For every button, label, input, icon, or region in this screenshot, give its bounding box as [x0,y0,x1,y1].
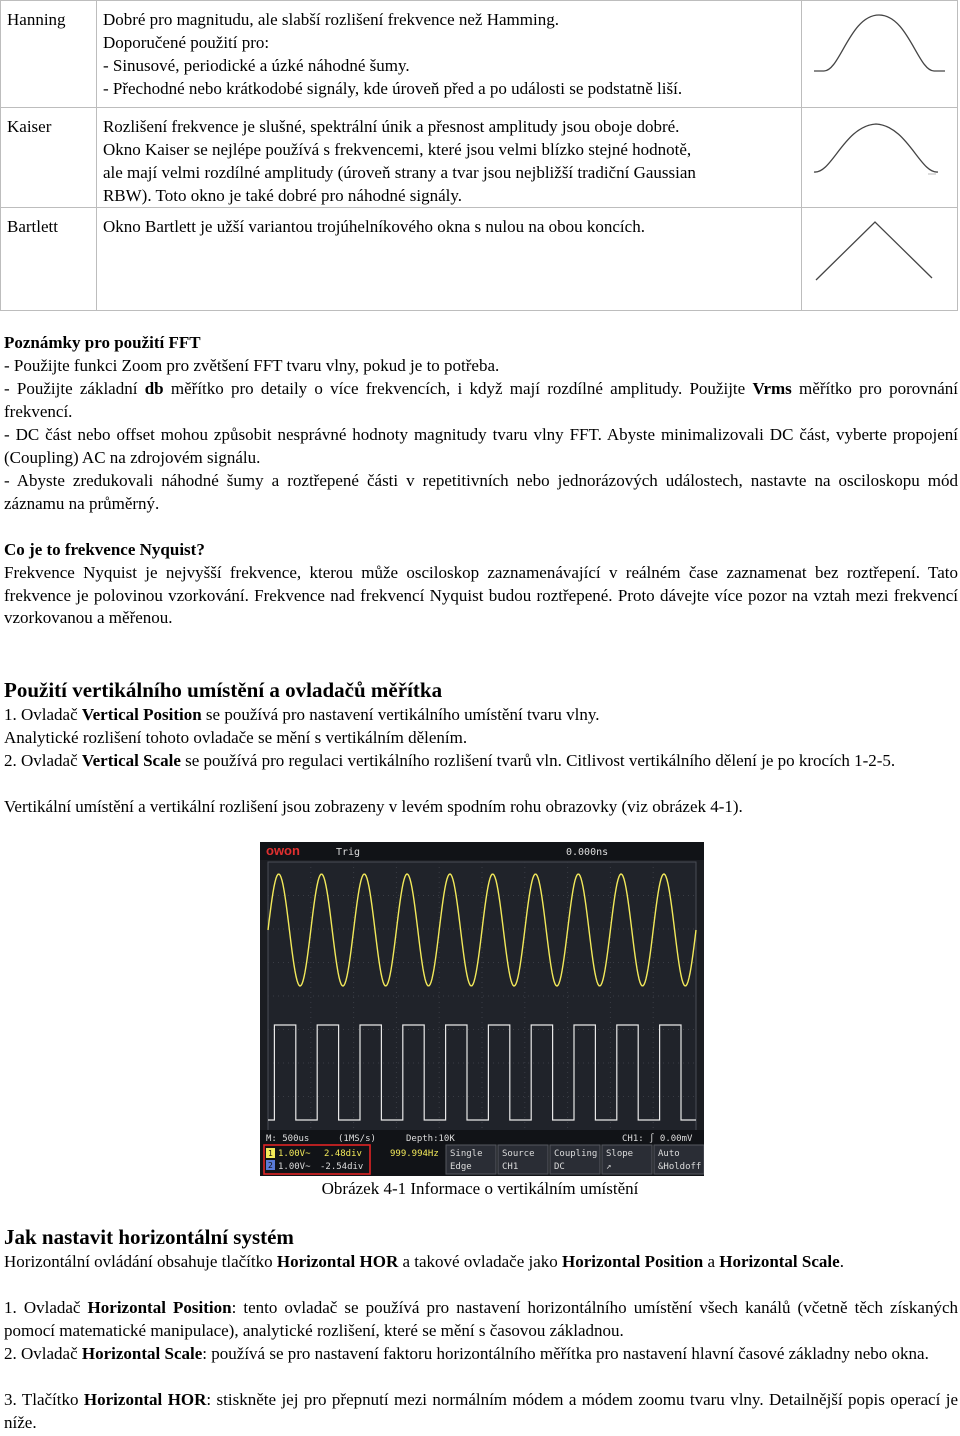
menu-item-label: Auto [658,1149,680,1159]
text-bold: Vertical Position [81,705,202,724]
text-run: se používá pro regulaci vertikálního rozlišení tvarů vln. Citlivost vertikálního dělení je po krocích 1-2-5. [180,751,896,770]
vertical-paragraph [4,750,958,773]
ch1-position: 2.48div [324,1149,362,1159]
ch1-marker: 1 [268,1149,273,1158]
text-bold: Vertical Scale [81,751,181,770]
desc-line: ale mají velmi rozdílné amplitudy (úroveň strany a tvar jsou nejbližší tradiční Gaussian [102,163,696,182]
table-row [1,1,958,108]
vertical-paragraph: Vertikální umístění a vertikální rozlišení jsou zobrazeny v levém spodním rohu obrazovky (viz obrázek 4-1). [4,797,743,816]
text-run: a takové ovladače jako [398,1252,563,1271]
window-functions-table [0,0,958,311]
vertical-paragraph [4,704,958,727]
ch2-marker: 2 [268,1161,273,1170]
text-bold: Horizontal Position [87,1298,232,1317]
sample-rate: (1MS/s) [338,1134,376,1144]
vertical-paragraph: Analytické rozlišení tohoto ovladače se mění s vertikálním dělením. [4,728,468,747]
trigger-info: CH1: ∫ 0.00mV [622,1134,693,1144]
text-bold: db [144,379,164,398]
fft-notes-heading: Poznámky pro použití FFT [4,333,201,352]
trig-status: Trig [336,847,361,858]
text-run: . [839,1252,844,1271]
text-run: 3. Tlačítko [4,1390,84,1409]
menu-item-value: CH1 [502,1162,519,1172]
horizontal-paragraph [4,1251,958,1274]
text-run: : používá se pro nastavení faktoru horizontálního měřítka pro nastavení hlavní časové základny nebo okna. [202,1344,929,1363]
text-bold: Horizontal Position [562,1252,704,1271]
desc-line: Rozlišení frekvence je slušné, spektrální únik a přesnost amplitudy jsou oboje dobré. [102,117,680,136]
text-bold: Horizontal Scale [81,1344,203,1363]
hanning-curve-icon [801,1,957,108]
window-description [96,208,801,311]
text-bold: Horizontal Scale [719,1252,840,1271]
menu-item-label: Slope [606,1149,634,1159]
desc-line: Dobré pro magnitudu, ale slabší rozlišení frekvence než Hamming. [102,10,559,29]
ch2-volt: 1.00V~ [278,1162,311,1172]
text-run: : stiskněte jej pro přepnutí mezi normálním módem a módem zoomu tvaru vlny. Detailnější popis operací je níže. [4,1390,958,1432]
bartlett-triangle-icon [801,208,957,311]
horizontal-paragraph [4,1297,958,1342]
ch2-position: -2.54div [320,1162,364,1172]
desc-line: RBW). Toto okno je také dobré pro náhodné signály. [102,186,462,205]
window-description [96,108,801,208]
text-run: měřítko pro porovnání frekvencí. [4,379,959,421]
menu-item-value: DC [554,1162,565,1172]
ch1-volt: 1.00V~ [278,1149,311,1159]
vertical-heading: Použití vertikálního umístění a ovladačů měřítka [4,678,443,702]
text-run: - Použijte základní [4,379,145,398]
desc-line: Doporučené použití pro: [102,33,270,52]
trigger-menu [446,1145,704,1174]
window-name: Hanning [1,1,97,108]
text-run: Horizontální ovládání obsahuje tlačítko [4,1252,277,1271]
fft-note [4,378,958,423]
frequency: 999.994Hz [390,1149,439,1159]
horizontal-heading: Jak nastavit horizontální systém [4,1225,294,1249]
timebase: M: 500us [266,1134,310,1144]
menu-item-label: Coupling [554,1149,598,1159]
text-run: 2. Ovladač [4,751,82,770]
menu-item-value: Edge [450,1162,472,1172]
desc-line: - Sinusové, periodické a úzké náhodné šumy. [102,56,410,75]
brand-logo: owon [266,843,300,858]
figure-caption: Obrázek 4-1 Informace o vertikálním umístění [321,1179,639,1198]
text-run: měřítko pro detaily o více frekvencích, i když mají rozdílné amplitudy. Použijte [163,379,753,398]
text-run: 2. Ovladač [4,1344,82,1363]
desc-line: Okno Bartlett je užší variantou trojúhelníkového okna s nulou na obou koncích. [102,217,645,236]
horizontal-paragraph [4,1343,958,1366]
desc-line: Okno Kaiser se nejlépe používá s frekvencemi, které jsou velmi blízko stejné hodnotě, [102,140,692,159]
text-run: a [703,1252,720,1271]
window-name: Bartlett [1,208,97,311]
menu-item-value: ↗ [606,1162,612,1172]
kaiser-curve-icon [801,108,957,208]
fft-note: - DC část nebo offset mohou způsobit nesprávné hodnoty magnitudy tvaru vlny FFT. Abyste minimalizovali DC část, vyberte propojení (Coupling) AC na zdrojovém signálu. [4,425,958,467]
text-bold: Vrms [752,379,792,398]
menu-item-value: &Holdoff [658,1162,702,1172]
fft-note: - Abyste zredukovali náhodné šumy a roztřepené části v repetitivních nebo jednorázových událostech, nastavte na osciloskopu mód záznamu na průměrný. [4,471,958,513]
table-row [1,208,958,311]
time-offset: 0.000ns [566,847,609,858]
text-run: 1. Ovladač [4,705,82,724]
oscilloscope-screenshot [260,842,704,1176]
window-name: Kaiser [1,108,97,208]
text-run: : tento ovladač se používá pro nastavení horizontálního umístění všech kanálů (včetně těch získaných pomocí matematické manipulace), analytické rozlišení, které se mění s časovou základnou. [4,1298,958,1340]
fft-note: - Použijte funkci Zoom pro zvětšení FFT tvaru vlny, pokud je to potřeba. [4,356,500,375]
menu-item-label: Source [502,1149,535,1159]
text-bold: Horizontal HOR [276,1252,399,1271]
text-run: 1. Ovladač [4,1298,88,1317]
desc-line: - Přechodné nebo krátkodobé signály, kde úroveň před a po události se podstatně liší. [102,79,683,98]
nyquist-text: Frekvence Nyquist je nejvyšší frekvence, kterou může osciloskop zaznamenávající v reálném čase zaznamenat bez roztřepení. Tato frekvence je polovinou vzorkování. Frekvence nad frekvencí Nyquist budou roztřepené. Proto dávejte více pozor na vztah mezi frekvencí vzorkovanou a měřenou. [4,563,958,628]
table-row [1,108,958,208]
oscilloscope-display [260,842,704,1176]
menu-item-label: Single [450,1149,483,1159]
text-run: se používá pro nastavení vertikálního umístění tvaru vlny. [201,705,600,724]
horizontal-paragraph [4,1389,958,1434]
nyquist-heading: Co je to frekvence Nyquist? [4,540,205,559]
memory-depth: Depth:10K [406,1134,455,1144]
window-description [96,1,801,108]
text-bold: Horizontal HOR [83,1390,207,1409]
